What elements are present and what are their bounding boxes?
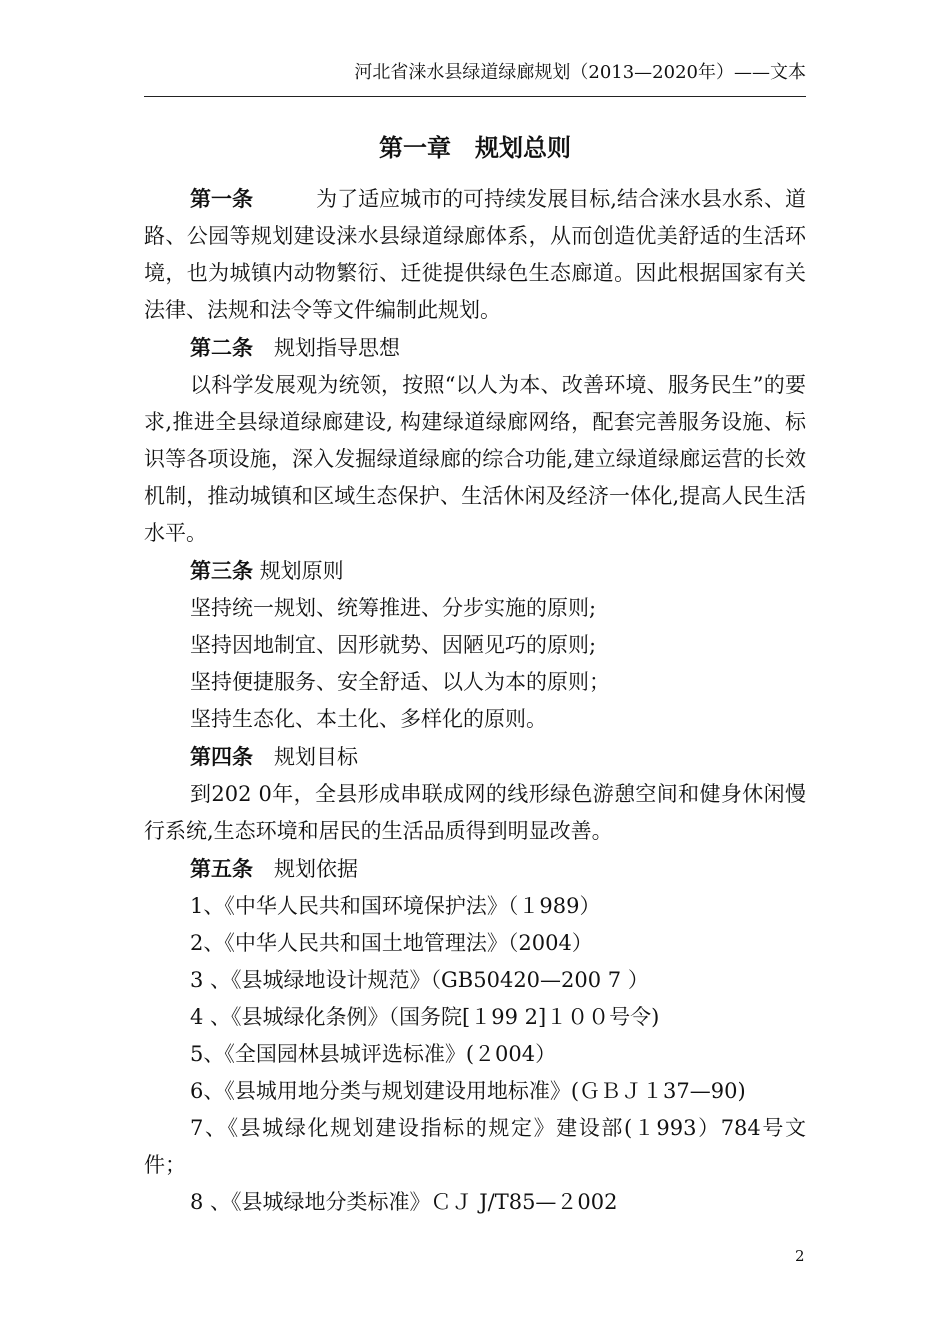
header-rule xyxy=(144,96,806,97)
reference-item: 1、《中华人民共和国环境保护法》（１989） xyxy=(190,894,601,918)
article-4-title: 规划目标 xyxy=(274,745,358,769)
reference-item: 4 、《县城绿化条例》（国务院[１99 2]１００号令) xyxy=(190,1005,660,1029)
article-1-label: 第一条 xyxy=(190,186,254,211)
reference-item: 8 、《县城绿地分类标准》ＣＪ J/T85—２002 xyxy=(190,1190,618,1214)
article-5-title: 规划依据 xyxy=(274,857,358,881)
article-1 xyxy=(144,180,806,329)
reference-item: 7、《县城绿化规划建设指标的规定》建设部(１993）784号文件； xyxy=(144,1116,806,1177)
article-2-title: 规划指导思想 xyxy=(274,336,400,360)
reference-item: 6、《县城用地分类与规划建设用地标准》(ＧＢＪ１37—90) xyxy=(190,1079,746,1103)
reference-item: 5、《全国园林县城评选标准》(２004） xyxy=(190,1042,557,1066)
chapter-title: 第一章 规划总则 xyxy=(379,133,571,162)
article-2-text: 以科学发展观为统领，按照“以人为本、改善环境、服务民生”的要求,推进全县绿道绿廊建设, 构建绿道绿廊网络，配套完善服务设施、标识等各项设施，深入发掘绿道绿廊的综合功能,建立绿道绿廊运营的长效机制，推动城镇和区域生态保护、生活休闲及经济一体化,提高人民生活水平。 xyxy=(144,373,806,545)
principle-item: 坚持因地制宜、因形就势、因陋见巧的原则; xyxy=(190,633,597,657)
article-5-label: 第五条 xyxy=(190,856,253,881)
article-2-heading xyxy=(144,329,806,367)
document-body xyxy=(144,180,806,1221)
principle-item: 坚持统一规划、统筹推进、分步实施的原则; xyxy=(190,596,597,620)
article-3-heading xyxy=(144,552,806,590)
article-2-label: 第二条 xyxy=(190,335,253,360)
article-3-label: 第三条 xyxy=(190,558,253,583)
reference-item: 3 、《县城绿地设计规范》（GB50420—200 7 ） xyxy=(190,968,649,992)
article-5-heading xyxy=(144,850,806,888)
principle-item: 坚持便捷服务、安全舒适、以人为本的原则； xyxy=(190,670,610,694)
running-header: 河北省涞水县绿道绿廊规划（2013—2020年）——文本 xyxy=(354,62,806,83)
article-4-label: 第四条 xyxy=(190,744,253,769)
article-1-text: 为了适应城市的可持续发展目标,结合涞水县水系、道路、公园等规划建设涞水县绿道绿廊体系，从而创造优美舒适的生活环境，也为城镇内动物繁衍、迁徙提供绿色生态廊道。因此根据国家有关法律、法规和法令等文件编制此规划。 xyxy=(144,187,807,322)
reference-item: 2、《中华人民共和国土地管理法》（2004） xyxy=(190,931,593,955)
article-3-title: 规划原则 xyxy=(259,559,344,583)
article-4-heading xyxy=(144,738,806,776)
page-number: 2 xyxy=(795,1247,805,1265)
principle-item: 坚持生态化、本土化、多样化的原则。 xyxy=(190,707,547,731)
article-4-text: 到202 0年，全县形成串联成网的线形绿色游憩空间和健身休闲慢行系统,生态环境和居民的生活品质得到明显改善。 xyxy=(144,782,806,843)
